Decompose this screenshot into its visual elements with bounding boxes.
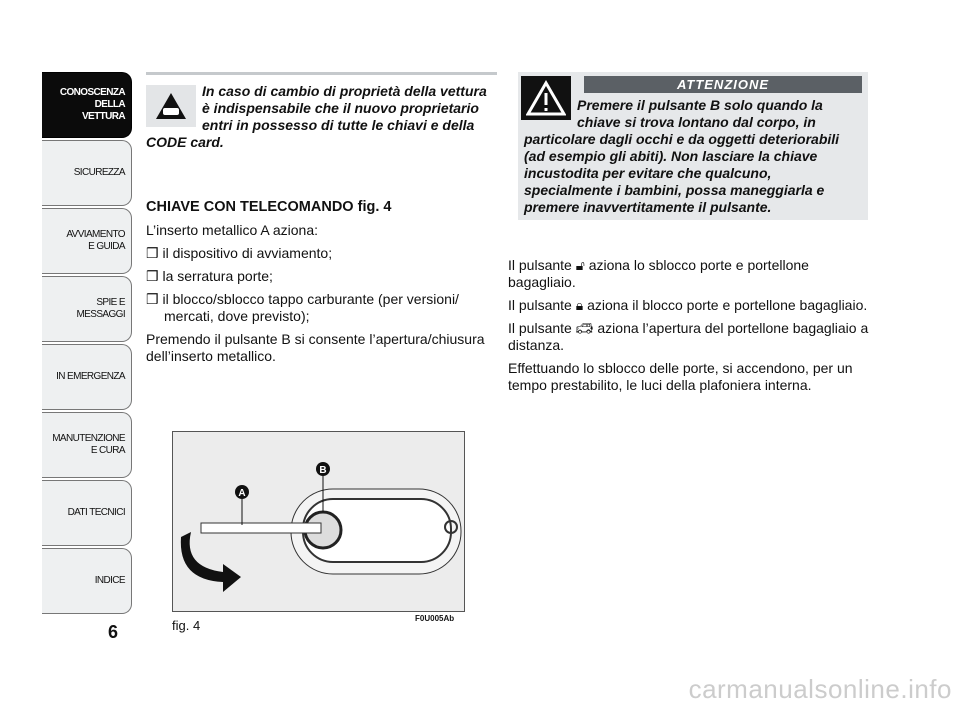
tab-label: E CURA	[90, 445, 125, 456]
car-trunk-icon: 🚙︎	[575, 320, 594, 336]
tab-sicurezza[interactable]	[42, 140, 132, 206]
main-column	[146, 199, 496, 371]
section-heading	[146, 199, 496, 216]
tab-label: AVVIAMENTO	[66, 229, 125, 240]
bullet-item: ❒ il blocco/sblocco tappo carburante (per versioni/ mercati, dove previsto);	[146, 291, 459, 324]
tab-in-emergenza[interactable]	[42, 344, 132, 410]
tab-label: E GUIDA	[88, 241, 125, 252]
text: aziona il blocco porte e portellone bagagliaio.	[587, 297, 868, 313]
warning-text: Premere il pulsante B solo quando la chiave si trova lontano dal corpo, in particolare dagli occhi e da oggetti deteriorabili (ad esempio gli abiti). Non lasciare la chiave incustodita per evitare che qualcuno, specialmente i bambini, possa maneggiarla e premere inavvertitamente il pulsante.	[524, 97, 840, 215]
tab-label: SICUREZZA	[73, 167, 125, 178]
car-key-icon	[146, 85, 196, 127]
note-box	[146, 72, 497, 151]
lock-icon: 🔒︎	[575, 297, 584, 313]
bullet-item: ❒ il dispositivo di avviamento;	[146, 245, 333, 261]
tab-spie-e-messaggi[interactable]	[42, 276, 132, 342]
text: Il pulsante	[508, 257, 572, 273]
bullet-text: il dispositivo di avviamento;	[162, 245, 333, 261]
text: aziona lo sblocco porte e portellone bagagliaio.	[508, 257, 809, 290]
bullet-text: il blocco/sblocco tappo carburante (per versioni/ mercati, dove previsto);	[162, 291, 459, 324]
key-illustration	[173, 432, 464, 611]
bullet-text: la serratura porte;	[162, 268, 273, 284]
tab-label: VETTURA	[81, 111, 125, 122]
intro-text: L’inserto metallico A aziona:	[146, 222, 318, 238]
tab-avviamento-e-guida[interactable]	[42, 208, 132, 274]
callout-a: A	[238, 488, 246, 499]
right-column	[508, 257, 870, 400]
text: Il pulsante	[508, 320, 572, 336]
tab-dati-tecnici[interactable]	[42, 480, 132, 546]
tab-label: DATI TECNICI	[67, 507, 125, 518]
tab-label: SPIE E	[96, 297, 125, 308]
section-title: CHIAVE CON TELECOMANDO	[146, 199, 354, 215]
callout-b: B	[319, 465, 327, 476]
paragraph	[508, 320, 870, 354]
bullet-item: ❒ la serratura porte;	[146, 268, 273, 284]
warning-triangle-icon	[521, 76, 571, 120]
paragraph	[508, 257, 870, 291]
tab-indice[interactable]	[42, 548, 132, 614]
warning-title: ATTENZIONE	[584, 76, 862, 93]
tab-label: CONOSCENZA	[59, 87, 125, 98]
tab-label: MANUTENZIONE	[52, 433, 125, 444]
unlock-icon: 🔓︎	[575, 257, 585, 273]
tab-label: IN EMERGENZA	[56, 371, 125, 382]
paragraph	[508, 297, 870, 314]
text: Il pulsante	[508, 297, 572, 313]
tab-label: MESSAGGI	[76, 309, 125, 320]
fig-ref: fig. 4	[357, 199, 392, 215]
tab-label: DELLA	[94, 99, 125, 110]
tab-label: INDICE	[94, 575, 125, 586]
tab-conoscenza-della-vettura[interactable]	[42, 72, 132, 138]
paragraph: Premendo il pulsante B si consente l’apertura/chiusura dell’inserto metallico.	[146, 331, 485, 364]
text: aziona l’apertura del portellone bagagliaio a distanza.	[508, 320, 869, 353]
figure-code: F0U005Ab	[415, 614, 455, 623]
watermark: carmanualsonline.info	[688, 674, 952, 704]
rotation-arrow-icon	[181, 532, 241, 592]
warning-box	[518, 72, 868, 220]
figure-key	[172, 431, 465, 612]
paragraph: Effettuando lo sblocco delle porte, si accendono, per un tempo prestabilito, le luci della plafoniera interna.	[508, 360, 853, 393]
note-text: In caso di cambio di proprietà della vettura è indispensabile che il nuovo proprietario entri in possesso di tutte le chiavi e della CODE card.	[146, 83, 487, 150]
figure-label: fig. 4	[172, 618, 201, 633]
page-number: 6	[108, 622, 119, 642]
tab-manutenzione-e-cura[interactable]	[42, 412, 132, 478]
